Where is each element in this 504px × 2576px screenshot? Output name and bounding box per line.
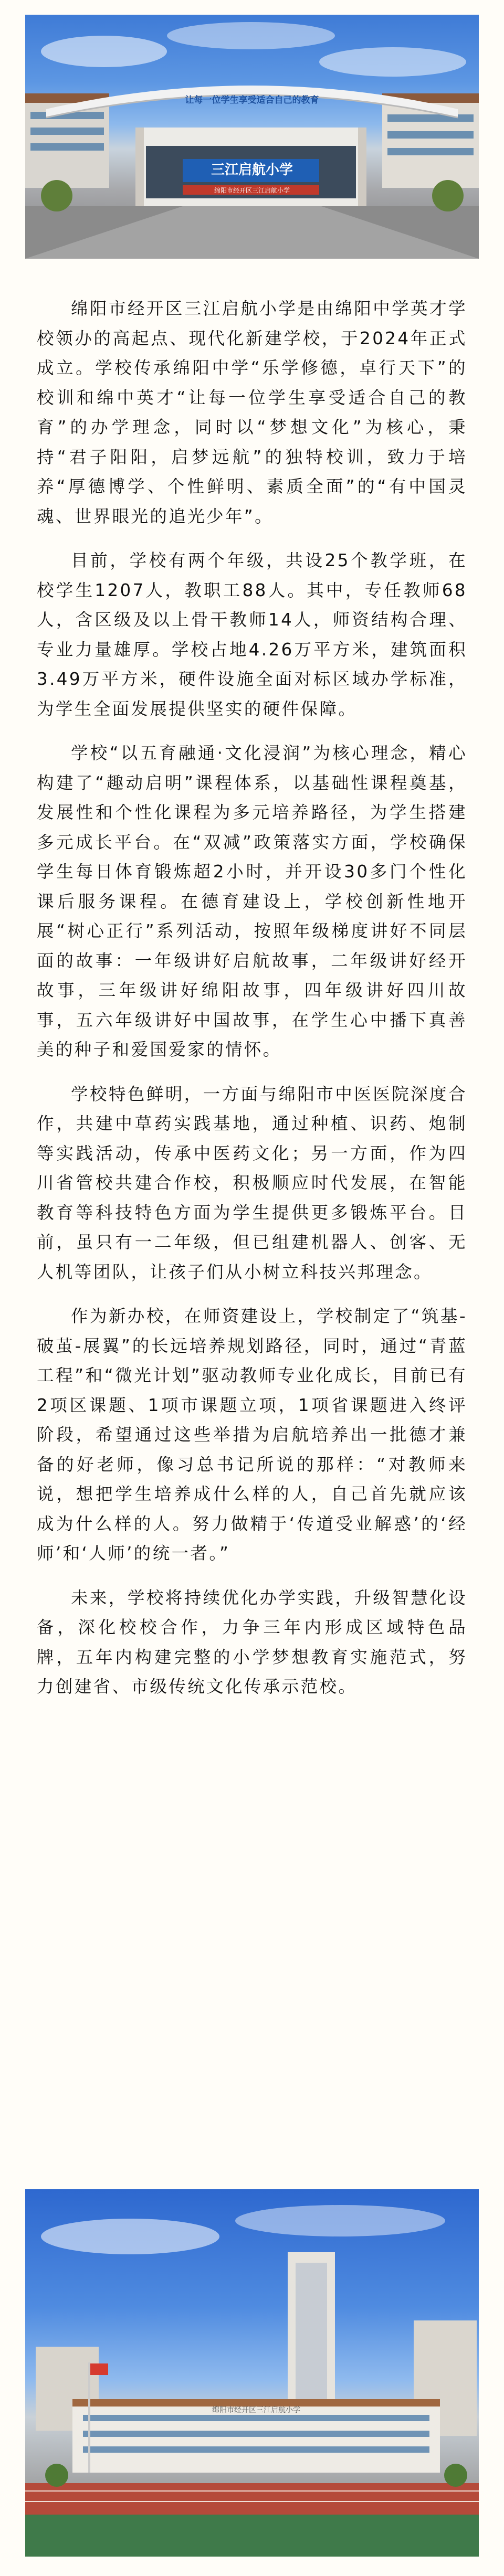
article-body bbox=[37, 294, 467, 1702]
paragraph-features: 学校特色鲜明，一方面与绵阳市中医医院深度合作，共建中草药实践基地，通过种植、识药、炮制等实践活动，传承中医药文化；另一方面，作为四川省管校共建合作校，积极顺应时代发展，在智能教育等科技特色方面为学生提供更多锻炼平台。目前，虽只有一二年级，但已组建机器人、创客、无人机等团队，让孩子们从小树立科技兴邦理念。 bbox=[37, 1084, 467, 1282]
building-sign-text: 绵阳市经开区三江启航小学 bbox=[212, 2405, 300, 2414]
paragraph-intro: 绵阳市经开区三江启航小学是由绵阳中学英才学校领办的高起点、现代化新建学校，于2024年正式成立。学校传承绵阳中学“乐学修德，卓行天下”的校训和绵中英才“让每一位学生享受适合自己的教育”的办学理念，同时以“梦想文化”为核心，秉持“君子阳阳，启梦远航”的独特校训，致力于培养“厚德博学、个性鲜明、素质全面”的“有中国灵魂、世界眼光的追光少年”。 bbox=[37, 299, 467, 526]
school-sign-text: 三江启航小学 bbox=[211, 162, 293, 177]
school-entrance-illustration bbox=[25, 15, 479, 259]
paragraph-future: 未来，学校将持续优化办学实践，升级智慧化设备，深化校校合作，力争三年内形成区域特色品牌，五年内构建完整的小学梦想教育实施范式，努力创建省、市级传统文化传承示范校。 bbox=[37, 1587, 467, 1697]
canopy-banner-text: 让每一位学生享受适合自己的教育 bbox=[185, 95, 319, 105]
paragraph-scale: 目前，学校有两个年级，共设25个教学班，在校学生1207人，教职工88人。其中，专任教师68人，含区级及以上骨干教师14人，师资结构合理、专业力量雄厚。学校占地4.26万平方米，建筑面积3.49万平方米，硬件设施全面对标区域办学标准，为学生全面发展提供坚实的硬件保障。 bbox=[37, 550, 467, 719]
paragraph-teachers: 作为新办校，在师资建设上，学校制定了“筑基-破茧-展翼”的长远培养规划路径，同时，通过“青蓝工程”和“微光计划”驱动教师专业化成长，目前已有2项区课题、1项市课题立项，1项省课题进入终评阶段，希望通过这些举措为启航培养出一批德才兼备的好老师，像习总书记所说的那样：“对教师来说，想把学生培养成什么样的人，自己首先就应该成为什么样的人。努力做精于‘传道受业解惑’的‘经师’和‘人师’的统一者。” bbox=[37, 1306, 467, 1563]
school-subsign-text: 绵阳市经开区三江启航小学 bbox=[214, 187, 290, 194]
school-entrance-photo bbox=[25, 15, 479, 259]
paragraph-curriculum: 学校“以五育融通·文化浸润”为核心理念，精心构建了“趣动启明”课程体系，以基础性课程奠基，发展性和个性化课程为多元培养路径，为学生搭建多元成长平台。在“双减”政策落实方面，学校确保学生每日体育锻炼超2小时，并开设30多门个性化课后服务课程。在德育建设上，学校创新性地开展“树心正行”系列活动，按照年级梯度讲好不同层面的故事：一年级讲好启航故事，二年级讲好经开故事，三年级讲好绵阳故事，四年级讲好四川故事，五六年级讲好中国故事，在学生心中播下真善美的种子和爱国爱家的情怀。 bbox=[37, 743, 467, 1059]
campus-aerial-photo bbox=[25, 2189, 479, 2557]
campus-aerial-illustration bbox=[25, 2189, 479, 2557]
